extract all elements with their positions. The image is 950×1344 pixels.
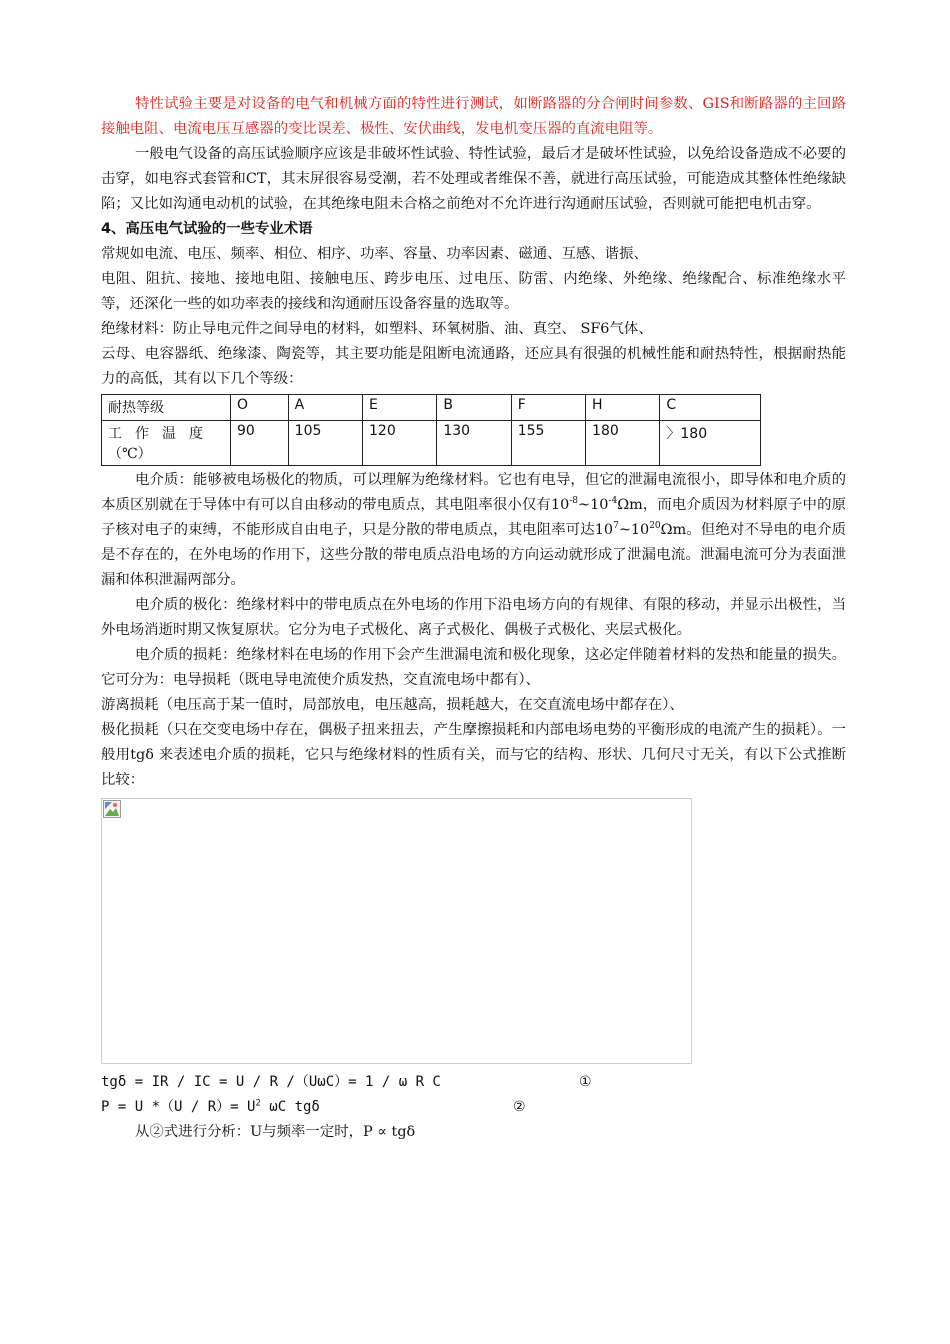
table-cell: A — [288, 395, 362, 421]
missing-image-placeholder — [101, 798, 692, 1064]
text-run: ~10 — [578, 497, 609, 513]
text-run: ~10 — [618, 522, 650, 538]
paragraph-insulation-2: 云母、电容器纸、绝缘漆、陶瓷等，其主要功能是阻断电流通路，还应具有很强的机械性能和耐热特性，根据耐热能力的高低，其有以下几个等级： — [101, 346, 846, 387]
table-header-cell: 耐热等级 — [102, 395, 231, 421]
section-heading: 4、高压电气试验的一些专业术语 — [101, 221, 313, 237]
paragraph-dielectric — [101, 468, 846, 593]
table-cell: C — [660, 395, 761, 421]
document-page — [101, 92, 846, 1145]
table-cell: F — [511, 395, 585, 421]
heat-class-table — [101, 394, 761, 466]
paragraph-loss-1: 电介质的损耗：绝缘材料在电场的作用下会产生泄漏电流和极化现象，这必定伴随着材料的发热和能量的损失。它可分为：电导损耗（既电导电流使介质发热，交直流电场中都有）、 — [101, 647, 846, 688]
table-cell: 130 — [437, 421, 511, 466]
formula-number: ② — [513, 1099, 526, 1115]
table-cell: 180 — [586, 421, 660, 466]
table-label-main: 工作温度 — [108, 426, 216, 442]
paragraph-loss-2: 游离损耗（电压高于某一值时，局部放电，电压越高，损耗越大，在交直流电场中都存在）、 — [101, 697, 684, 713]
paragraph-insulation-1: 绝缘材料：防止导电元件之间导电的材料，如塑料、环氧树脂、油、真空、 SF6气体、 — [101, 321, 653, 337]
table-cell: O — [231, 395, 289, 421]
paragraph-test-order: 一般电气设备的高压试验顺序应该是非破坏性试验、特性试验，最后才是破坏性试验，以免给设备造成不必要的击穿，如电容式套管和CT，其末屏很容易受潮，若不处理或者维保不善，就进行高压试验，可能造成其整体性绝缘缺陷；又比如沟通电动机的试验，在其绝缘电阻未合格之前绝对不允许进行沟通耐压试验，否则就可能把电机击穿。 — [101, 146, 846, 212]
table-row — [102, 395, 761, 421]
table-cell: 155 — [511, 421, 585, 466]
superscript: 2 — [255, 1098, 261, 1109]
broken-image-icon — [103, 800, 121, 818]
formula-1 — [101, 1070, 846, 1095]
superscript: -8 — [569, 496, 579, 507]
table-cell: 90 — [231, 421, 289, 466]
table-cell: 105 — [288, 421, 362, 466]
paragraph-loss-3: 极化损耗（只在交变电场中存在，偶极子扭来扭去，产生摩擦损耗和内部电场电势的平衡形成的电流产生的损耗）。一般用tgδ 来表述电介质的损耗，它只与绝缘材料的性质有关，而与它的结构、形状、几何尺寸无关，有以下公式推断比较： — [101, 722, 846, 788]
paragraph-polarization: 电介质的极化：绝缘材料中的带电质点在外电场的作用下沿电场方向的有规律、有限的移动，并显示出极性，当外电场消逝时期又恢复原状。它分为电子式极化、离子式极化、偶极子式极化、夹层式极化。 — [101, 597, 846, 638]
paragraph-analysis: 从②式进行分析：U与频率一定时，P ∝ tgδ — [135, 1124, 416, 1140]
superscript: 7 — [613, 521, 619, 532]
text-run: Ωm，而电介质因为材料原子中的原子核对电子的束缚，不能形成自由电子，只是分散的带电质点，其电阻率可达10 — [101, 497, 846, 538]
superscript: -4 — [608, 496, 618, 507]
paragraph-terms-2: 电阻、阻抗、接地、接地电阻、接触电压、跨步电压、过电压、防雷、内绝缘、外绝缘、绝缘配合、标准绝缘水平等，还深化一些的如功率表的接线和沟通耐压设备容量的选取等。 — [101, 271, 846, 312]
table-row — [102, 421, 761, 466]
table-cell: 〉180 — [660, 421, 761, 466]
text-run: Ωm。但绝对不导电的电介质是不存在的，在外电场的作用下，这些分散的带电质点沿电场的方向运动就形成了泄漏电流。泄漏电流可分为表面泄漏和体积泄漏两部分。 — [101, 522, 846, 588]
paragraph-characteristic-test: 特性试验主要是对设备的电气和机械方面的特性进行测试，如断路器的分合闸时间参数、GIS和断路器的主回路接触电阻、电流电压互感器的变比误差、极性、安伏曲线，发电机变压器的直流电阻等。 — [101, 96, 846, 137]
superscript: 20 — [649, 521, 661, 532]
table-cell: H — [586, 395, 660, 421]
table-header-cell — [102, 421, 231, 466]
text-run: 电介质：能够被电场极化的物质，可以理解为绝缘材料。它也有电导，但它的泄漏电流很小，即导体和电介质的本质区别就在于导体中有可以自由移动的带电质点，其电阻率很小仅有10 — [101, 472, 846, 513]
table-label-unit: （℃） — [108, 446, 152, 462]
table-cell: 120 — [363, 421, 437, 466]
formula-text: ωC tgδ — [260, 1099, 320, 1115]
formula-2 — [101, 1095, 846, 1120]
formula-text: tgδ = IR / IC = U / R /（UωC）= 1 / ω R C — [101, 1074, 441, 1090]
formula-number: ① — [579, 1074, 592, 1090]
table-cell: B — [437, 395, 511, 421]
formula-text: P = U *（U / R）= U — [101, 1099, 256, 1115]
table-cell: E — [363, 395, 437, 421]
paragraph-terms-1: 常规如电流、电压、频率、相位、相序、功率、容量、功率因素、磁通、互感、谐振、 — [101, 246, 648, 262]
